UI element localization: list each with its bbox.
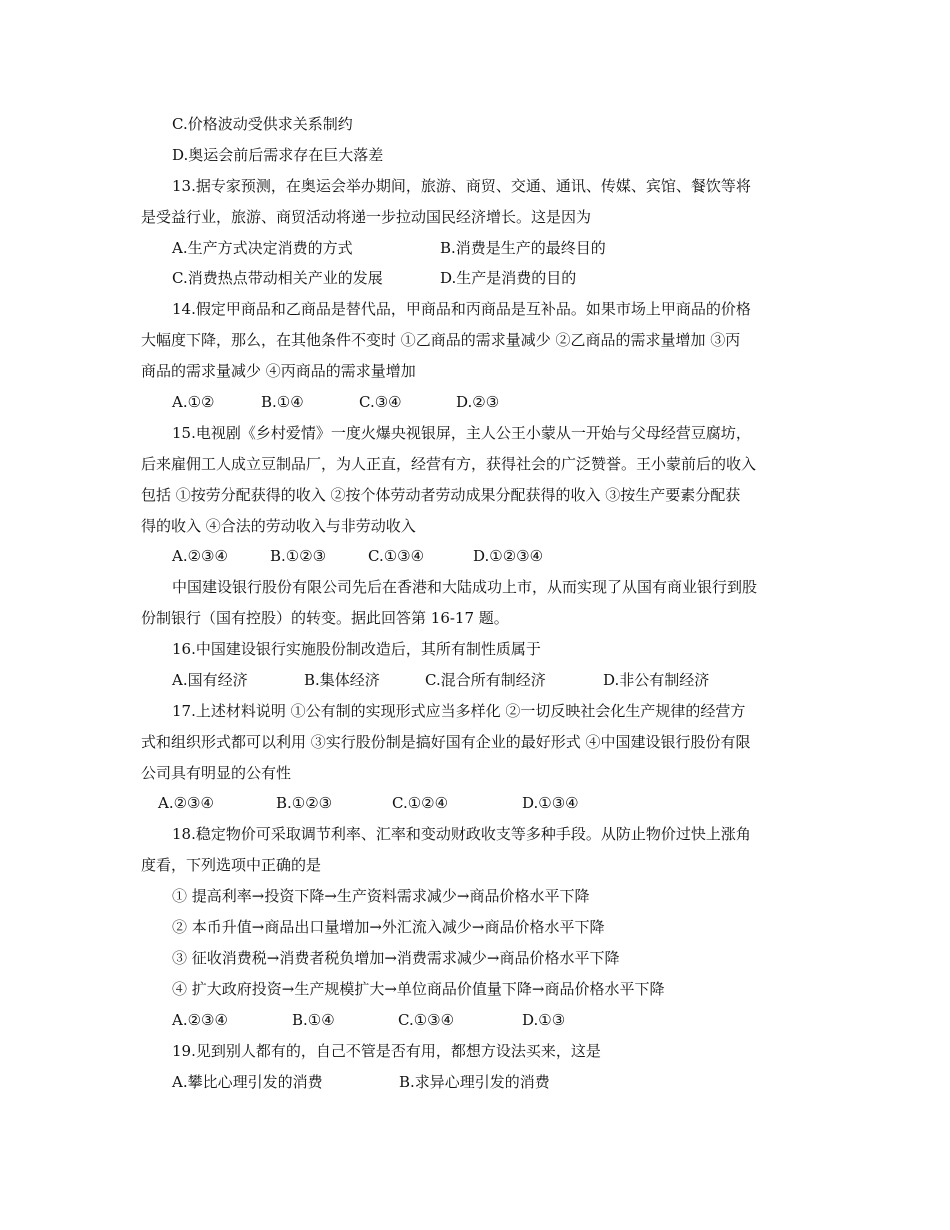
q16-option-a: A.国有经济: [172, 671, 248, 689]
q14-option-d: D.②③: [456, 393, 500, 411]
q17-option-c: C.①②④: [392, 794, 449, 812]
q12-option-d: D.奥运会前后需求存在巨大落差: [172, 146, 384, 164]
q18-item-1: ① 提高利率→投资下降→生产资料需求减少→商品价格水平下降: [172, 887, 590, 905]
q17-stem-line-1: 17.上述材料说明 ①公有制的实现形式应当多样化 ②一切反映社会化生产规律的经营方: [172, 702, 746, 720]
q14-stem-line-3: 商品的需求量减少 ④丙商品的需求量增加: [141, 362, 416, 380]
q18-stem-line-2: 度看，下列选项中正确的是: [141, 856, 322, 874]
q14-stem-line-2: 大幅度下降，那么，在其他条件不变时 ①乙商品的需求量减少 ②乙商品的需求量增加 ③丙: [141, 331, 741, 349]
q16-option-c: C.混合所有制经济: [425, 671, 546, 689]
q18-option-d: D.①③: [522, 1011, 566, 1029]
q18-item-2: ② 本币升值→商品出口量增加→外汇流入减少→商品价格水平下降: [172, 918, 605, 936]
q19-stem-line-1: 19.见到别人都有的，自己不管是否有用，都想方设法买来，这是: [172, 1042, 601, 1060]
q15-stem-line-1: 15.电视剧《乡村爱情》一度火爆央视银屏，主人公王小蒙从一开始与父母经营豆腐坊，: [172, 424, 751, 442]
q16-option-b: B.集体经济: [304, 671, 380, 689]
q14-option-c: C.③④: [359, 393, 402, 411]
q18-item-4: ④ 扩大政府投资→生产规模扩大→单位商品价值量下降→商品价格水平下降: [172, 980, 665, 998]
material-line-1: 中国建设银行股份有限公司先后在香港和大陆成功上市，从而实现了从国有商业银行到股: [172, 578, 758, 596]
q16-option-d: D.非公有制经济: [603, 671, 710, 689]
q18-stem-line-1: 18.稳定物价可采取调节利率、汇率和变动财政收支等多种手段。从防止物价过快上涨角: [172, 825, 751, 843]
q12-option-c: C.价格波动受供求关系制约: [172, 115, 353, 133]
q15-stem-line-2: 后来雇佣工人成立豆制品厂，为人正直，经营有方，获得社会的广泛赞誉。王小蒙前后的收入: [141, 455, 757, 473]
q15-option-a: A.②③④: [172, 547, 228, 565]
q14-option-a: A.①②: [172, 393, 215, 411]
q13-stem-line-1: 13.据专家预测，在奥运会举办期间，旅游、商贸、交通、通讯、传媒、宾馆、餐饮等将: [172, 177, 751, 195]
q13-option-a: A.生产方式决定消费的方式: [172, 239, 353, 257]
q18-item-3: ③ 征收消费税→消费者税负增加→消费需求减少→商品价格水平下降: [172, 949, 620, 967]
q18-option-c: C.①③④: [398, 1011, 455, 1029]
q19-option-a: A.攀比心理引发的消费: [172, 1073, 323, 1091]
q17-option-d: D.①③④: [522, 794, 579, 812]
q14-stem-line-1: 14.假定甲商品和乙商品是替代品，甲商品和丙商品是互补品。如果市场上甲商品的价格: [172, 300, 751, 318]
q13-option-c: C.消费热点带动相关产业的发展: [172, 269, 383, 287]
q13-option-b: B.消费是生产的最终目的: [440, 239, 606, 257]
q18-option-a: A.②③④: [172, 1011, 228, 1029]
q14-option-b: B.①④: [261, 393, 304, 411]
q19-option-b: B.求异心理引发的消费: [399, 1073, 550, 1091]
q13-stem-line-2: 是受益行业，旅游、商贸活动将递一步拉动国民经济增长。这是因为: [141, 208, 592, 226]
q15-option-d: D.①②③④: [473, 547, 544, 565]
q15-option-c: C.①③④: [368, 547, 425, 565]
q15-stem-line-4: 得的收入 ④合法的劳动收入与非劳动收入: [141, 517, 416, 535]
q17-option-b: B.①②③: [276, 794, 333, 812]
q17-stem-line-3: 公司具有明显的公有性: [141, 764, 292, 782]
material-line-2: 份制银行（国有控股）的转变。据此回答第 16-17 题。: [141, 609, 509, 627]
q15-stem-line-3: 包括 ①按劳分配获得的收入 ②按个体劳动者劳动成果分配获得的收入 ③按生产要素分配获: [141, 486, 741, 504]
q13-option-d: D.生产是消费的目的: [440, 269, 577, 287]
q17-option-a: A.②③④: [158, 794, 214, 812]
q15-option-b: B.①②③: [270, 547, 327, 565]
q17-stem-line-2: 式和组织形式都可以利用 ③实行股份制是搞好国有企业的最好形式 ④中国建设银行股份有限: [141, 733, 751, 751]
q16-stem-line-1: 16.中国建设银行实施股份制改造后，其所有制性质属于: [172, 640, 541, 658]
q18-option-b: B.①④: [292, 1011, 335, 1029]
